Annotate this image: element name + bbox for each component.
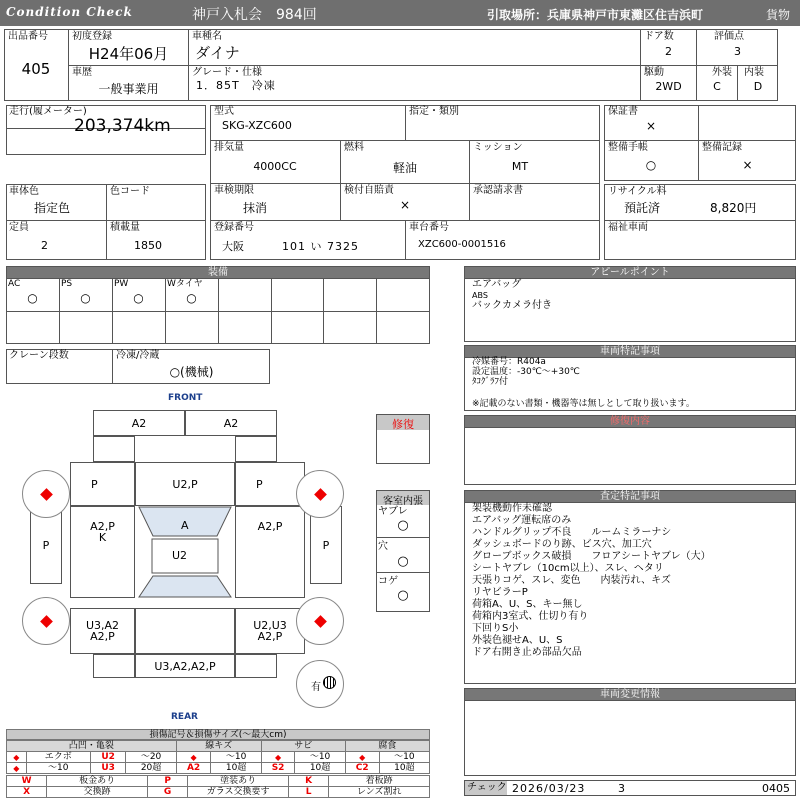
fridge-value: ○(機械) bbox=[169, 365, 214, 379]
spare-label: 有 bbox=[311, 682, 321, 693]
equip-ps-label: PS bbox=[61, 279, 73, 289]
vehicle-category: 貨物 bbox=[766, 8, 791, 22]
mission: MT bbox=[511, 160, 529, 173]
legend-code: G bbox=[147, 787, 187, 798]
side-right[interactable] bbox=[310, 506, 342, 584]
legend-cell: 10超 bbox=[211, 763, 261, 774]
spec: 1．85T 冷凍 bbox=[196, 79, 276, 92]
fridge-label: 冷凍/冷蔵 bbox=[116, 350, 160, 361]
assess-line: 架装機動作未確認 bbox=[472, 503, 552, 514]
legend-code: P bbox=[147, 776, 187, 787]
crane-label: クレーン段数 bbox=[9, 350, 69, 361]
special-line-2: 設定温度：-30℃～+30℃ bbox=[472, 367, 580, 377]
special-header: 車両特記事項 bbox=[464, 345, 796, 358]
mission-label: ミッション bbox=[473, 142, 523, 153]
legend-cell: ～10 bbox=[211, 752, 261, 763]
door-left[interactable] bbox=[70, 506, 135, 598]
assess-line: 外装色褪せA、U、S bbox=[472, 635, 563, 646]
rear-glass[interactable] bbox=[139, 576, 231, 597]
equip-pw-label: PW bbox=[114, 279, 129, 289]
int-label: 内装 bbox=[744, 67, 764, 78]
recycle-fee: 8,820円 bbox=[710, 201, 757, 215]
cabin-burn-value: ○ bbox=[397, 588, 409, 603]
mark-windshield: A bbox=[181, 519, 189, 532]
legend-code: C2 bbox=[345, 763, 379, 774]
spare-wheel-icon bbox=[323, 676, 336, 689]
chassis-label: 車台番号 bbox=[409, 222, 449, 233]
load-label: 積載量 bbox=[110, 222, 140, 233]
mark-front-right: A2 bbox=[223, 416, 239, 430]
autocheck-label: 検付自賠責 bbox=[344, 185, 394, 196]
doors: 2 bbox=[665, 45, 672, 58]
first-reg: H24年06月 bbox=[88, 45, 169, 63]
model-label: 車種名 bbox=[192, 31, 222, 42]
repair-label: 修復 bbox=[392, 418, 414, 431]
change-header: 車両変更情報 bbox=[464, 688, 796, 701]
equip-ac-label: AC bbox=[8, 279, 21, 289]
recycle-label: リサイクル料 bbox=[608, 186, 667, 197]
panel-rear-center[interactable] bbox=[135, 608, 235, 654]
disp: 4000CC bbox=[253, 160, 297, 173]
plate-area: 大阪 bbox=[222, 240, 244, 253]
inspect: 抹消 bbox=[242, 201, 267, 215]
legend-code: K bbox=[288, 776, 328, 787]
repair-content-header: 修復内容 bbox=[464, 415, 796, 428]
roof-panel[interactable] bbox=[135, 462, 235, 506]
ext: C bbox=[713, 80, 721, 93]
mark-roof: U2,P bbox=[172, 477, 198, 491]
legend-title: 損傷記号＆損傷サイズ(～最大cm) bbox=[6, 729, 430, 740]
check-number: 0405 bbox=[762, 782, 790, 795]
panel-rear-left[interactable] bbox=[70, 608, 135, 654]
special-line-1: 冷媒番号：R404a bbox=[472, 357, 546, 367]
tire-rear-right[interactable] bbox=[296, 597, 344, 645]
cabin-tear-value: ○ bbox=[397, 518, 409, 533]
bumper-front-left[interactable] bbox=[93, 410, 185, 436]
model-name: ダイナ bbox=[195, 44, 240, 62]
tire-front-right[interactable] bbox=[296, 470, 344, 518]
maint-rec-label: 整備記録 bbox=[702, 142, 742, 153]
legend-group-rust: サビ bbox=[261, 741, 345, 752]
appeal-line-1: エアバッグ bbox=[472, 279, 522, 290]
legend-cell: 着板跡 bbox=[329, 776, 430, 787]
legend-code: U2 bbox=[90, 752, 126, 763]
mark-front-left: A2 bbox=[131, 416, 147, 430]
legend-diamond-icon: ◆ bbox=[7, 763, 27, 774]
spec-label: グレード・仕様 bbox=[192, 67, 262, 78]
legend-diamond-icon: ◆ bbox=[176, 752, 211, 763]
legend-damage-table bbox=[6, 740, 430, 774]
tire-front-left[interactable] bbox=[22, 470, 70, 518]
chassis: XZC600-0001516 bbox=[418, 239, 506, 250]
mileage-label: 走行(履メーター) bbox=[9, 106, 87, 117]
mark-side-left: P bbox=[42, 538, 50, 552]
legend-diamond-icon: ◆ bbox=[261, 752, 295, 763]
designation-label: 指定・類別 bbox=[409, 106, 459, 117]
capacity-label: 定員 bbox=[9, 222, 29, 233]
assess-line: 下回りS小 bbox=[472, 623, 519, 634]
panel-right-top[interactable] bbox=[235, 462, 305, 506]
cabin-tear-label: ヤブレ bbox=[378, 506, 408, 517]
cabin-hole-label: 穴 bbox=[378, 541, 388, 552]
assess-line: ハンドルグリップ不良 ルームミラーナシ bbox=[472, 527, 672, 538]
drive: 2WD bbox=[655, 80, 682, 93]
mark-door-left: A2,P K bbox=[90, 520, 115, 544]
equip-ps-value: ○ bbox=[80, 291, 91, 305]
inspect-label: 車検期限 bbox=[214, 185, 254, 196]
legend-cell: 塗装あり bbox=[188, 776, 289, 787]
panel-left-top[interactable] bbox=[70, 462, 135, 506]
damage-diamond-icon bbox=[314, 488, 327, 501]
legend-cell: ～10 bbox=[295, 752, 345, 763]
check-date: 2026/03/23 bbox=[512, 782, 586, 795]
drive-label: 駆動 bbox=[644, 67, 664, 78]
fender-rear-left[interactable] bbox=[93, 654, 135, 678]
fuel-label: 燃料 bbox=[344, 142, 364, 153]
assess-line: 天張りコゲ、スレ、変色 内装汚れ、キズ bbox=[472, 575, 671, 586]
plate-number: 101 い 7325 bbox=[282, 240, 359, 253]
approval-label: 承認請求書 bbox=[473, 185, 523, 196]
legend-code: W bbox=[7, 776, 47, 787]
welfare-label: 福祉車両 bbox=[608, 222, 648, 233]
equip-wtire-label: Wタイヤ bbox=[167, 279, 203, 289]
legend-code: A2 bbox=[176, 763, 211, 774]
fender-front-left[interactable] bbox=[93, 436, 135, 462]
autocheck: × bbox=[399, 198, 411, 212]
legend-cell: ～20 bbox=[126, 752, 176, 763]
mark-rear-right: U2,U3 A2,P bbox=[253, 619, 287, 643]
maint-book: ○ bbox=[645, 158, 657, 172]
check-label: チェック bbox=[467, 782, 507, 793]
legend-cell: 交換跡 bbox=[47, 787, 148, 798]
repair-content-body bbox=[464, 427, 796, 485]
damage-diamond-icon bbox=[314, 615, 327, 628]
fuel: 軽油 bbox=[392, 161, 417, 175]
recycle-status: 預託済 bbox=[624, 201, 661, 215]
fender-rear-right[interactable] bbox=[235, 654, 277, 678]
assess-line: 荷箱内3室式、仕切り有り bbox=[472, 611, 589, 622]
maint-book-label: 整備手帳 bbox=[608, 142, 648, 153]
assess-line: シートヤブレ（10cm以上）、スレ、ヘタリ bbox=[472, 563, 664, 574]
bumper-front-right[interactable] bbox=[185, 410, 277, 436]
doors-label: ドア数 bbox=[644, 31, 674, 42]
legend-code: S2 bbox=[261, 763, 295, 774]
type: SKG-XZC600 bbox=[222, 119, 292, 132]
legend-cell: ガラス交換要す bbox=[188, 787, 289, 798]
assess-line: リヤビラーP bbox=[472, 587, 528, 598]
grade: 3 bbox=[734, 45, 741, 58]
assess-line: 荷箱A、U、S、キー無し bbox=[472, 599, 583, 610]
assess-line: グローブボックス破損 フロアシートヤブレ（大） bbox=[472, 551, 711, 562]
ext-label: 外装 bbox=[712, 67, 732, 78]
legend-cell: エクボ bbox=[26, 752, 90, 763]
grade-label: 評価点 bbox=[714, 31, 744, 42]
legend-group-corrosion: 腐食 bbox=[345, 741, 429, 752]
bumper-rear[interactable] bbox=[135, 654, 235, 678]
spare-tire[interactable] bbox=[296, 660, 344, 708]
color: 指定色 bbox=[34, 201, 71, 215]
lot-label: 出品番号 bbox=[8, 31, 48, 42]
cabin-hole-value: ○ bbox=[397, 554, 409, 569]
first-reg-label: 初度登録 bbox=[72, 31, 112, 42]
legend-cell: 10超 bbox=[379, 763, 429, 774]
warranty: × bbox=[645, 119, 657, 133]
assess-line: ダッシュボードのり跡、ビス穴、加工穴 bbox=[472, 539, 652, 550]
damage-diamond-icon bbox=[40, 615, 53, 628]
legend-code: U3 bbox=[90, 763, 126, 774]
legend-cell: 20超 bbox=[126, 763, 176, 774]
assess-line: ドア右開き止め部品欠品 bbox=[472, 647, 582, 658]
cabin-title: 客室内張 bbox=[383, 496, 423, 507]
appeal-line-2: ABS bbox=[472, 291, 488, 300]
maint-rec: × bbox=[742, 158, 753, 172]
special-line-3: ﾀｺｸﾞﾗﾌ付 bbox=[472, 377, 509, 387]
panel-rear-right[interactable] bbox=[235, 608, 305, 654]
equip-wtire-value: ○ bbox=[186, 291, 197, 305]
legend-code: X bbox=[7, 787, 47, 798]
fender-front-right[interactable] bbox=[235, 436, 277, 462]
int: D bbox=[753, 80, 763, 93]
plate-label: 登録番号 bbox=[214, 222, 254, 233]
assess-header: 査定特記事項 bbox=[464, 490, 796, 503]
equip-ac-value: ○ bbox=[27, 291, 38, 305]
appeal-line-3: バックカメラ付き bbox=[472, 300, 552, 311]
front-label: FRONT bbox=[168, 393, 203, 403]
door-right[interactable] bbox=[235, 506, 305, 598]
load: 1850 bbox=[134, 239, 162, 252]
legend-code: L bbox=[288, 787, 328, 798]
legend-cell: ～10 bbox=[26, 763, 90, 774]
mark-rear-center: U3,A2,A2,P bbox=[154, 659, 216, 673]
damage-diamond-icon bbox=[40, 488, 53, 501]
lot-number: 405 bbox=[21, 60, 51, 78]
cabin-burn-label: コゲ bbox=[378, 576, 398, 587]
mark-center: U2 bbox=[172, 549, 188, 562]
mark-left-top: P bbox=[91, 477, 98, 491]
mark-right-top: P bbox=[256, 477, 263, 491]
auction-title: 神戸入札会 984回 bbox=[192, 7, 317, 23]
change-body bbox=[464, 700, 796, 776]
legend-cell: 10超 bbox=[295, 763, 345, 774]
legend-cell: ～10 bbox=[379, 752, 429, 763]
checker: 3 bbox=[618, 782, 625, 795]
history-label: 車歴 bbox=[72, 67, 92, 78]
tire-rear-left[interactable] bbox=[22, 597, 70, 645]
legend-diamond-icon: ◆ bbox=[7, 752, 27, 763]
mark-side-right: P bbox=[322, 538, 330, 552]
equip-pw-value: ○ bbox=[133, 291, 144, 305]
type-label: 型式 bbox=[214, 106, 234, 117]
colorcode-label: 色コード bbox=[110, 186, 150, 197]
brand-title: Condition Check bbox=[6, 5, 133, 19]
equipment-header: 装備 bbox=[6, 266, 430, 279]
legend-code-table bbox=[6, 775, 430, 798]
appeal-header: アピールポイント bbox=[464, 266, 796, 279]
mark-door-right: A2,P bbox=[257, 520, 283, 533]
legend-cell: 板金あり bbox=[47, 776, 148, 787]
mileage: 203,374km bbox=[74, 116, 171, 136]
color-label: 車体色 bbox=[9, 186, 39, 197]
rear-label: REAR bbox=[171, 712, 198, 722]
assess-line: エアバッグ運転席のみ bbox=[472, 515, 572, 526]
legend-diamond-icon: ◆ bbox=[345, 752, 379, 763]
warranty-label: 保証書 bbox=[608, 106, 638, 117]
capacity: 2 bbox=[41, 239, 48, 252]
mark-rear-left: U3,A2 A2,P bbox=[85, 619, 120, 643]
special-note: ※記載のない書類・機器等は無しとして取り扱います。 bbox=[472, 399, 695, 409]
disp-label: 排気量 bbox=[214, 142, 244, 153]
legend-cell: レンズ割れ bbox=[329, 787, 430, 798]
legend-group-scratch: 線キズ bbox=[176, 741, 261, 752]
history: 一般事業用 bbox=[98, 82, 159, 96]
pickup-location: 引取場所：兵庫県神戸市東灘区住吉浜町 bbox=[487, 8, 704, 22]
legend-group-dent: 凸凹・亀裂 bbox=[7, 741, 177, 752]
